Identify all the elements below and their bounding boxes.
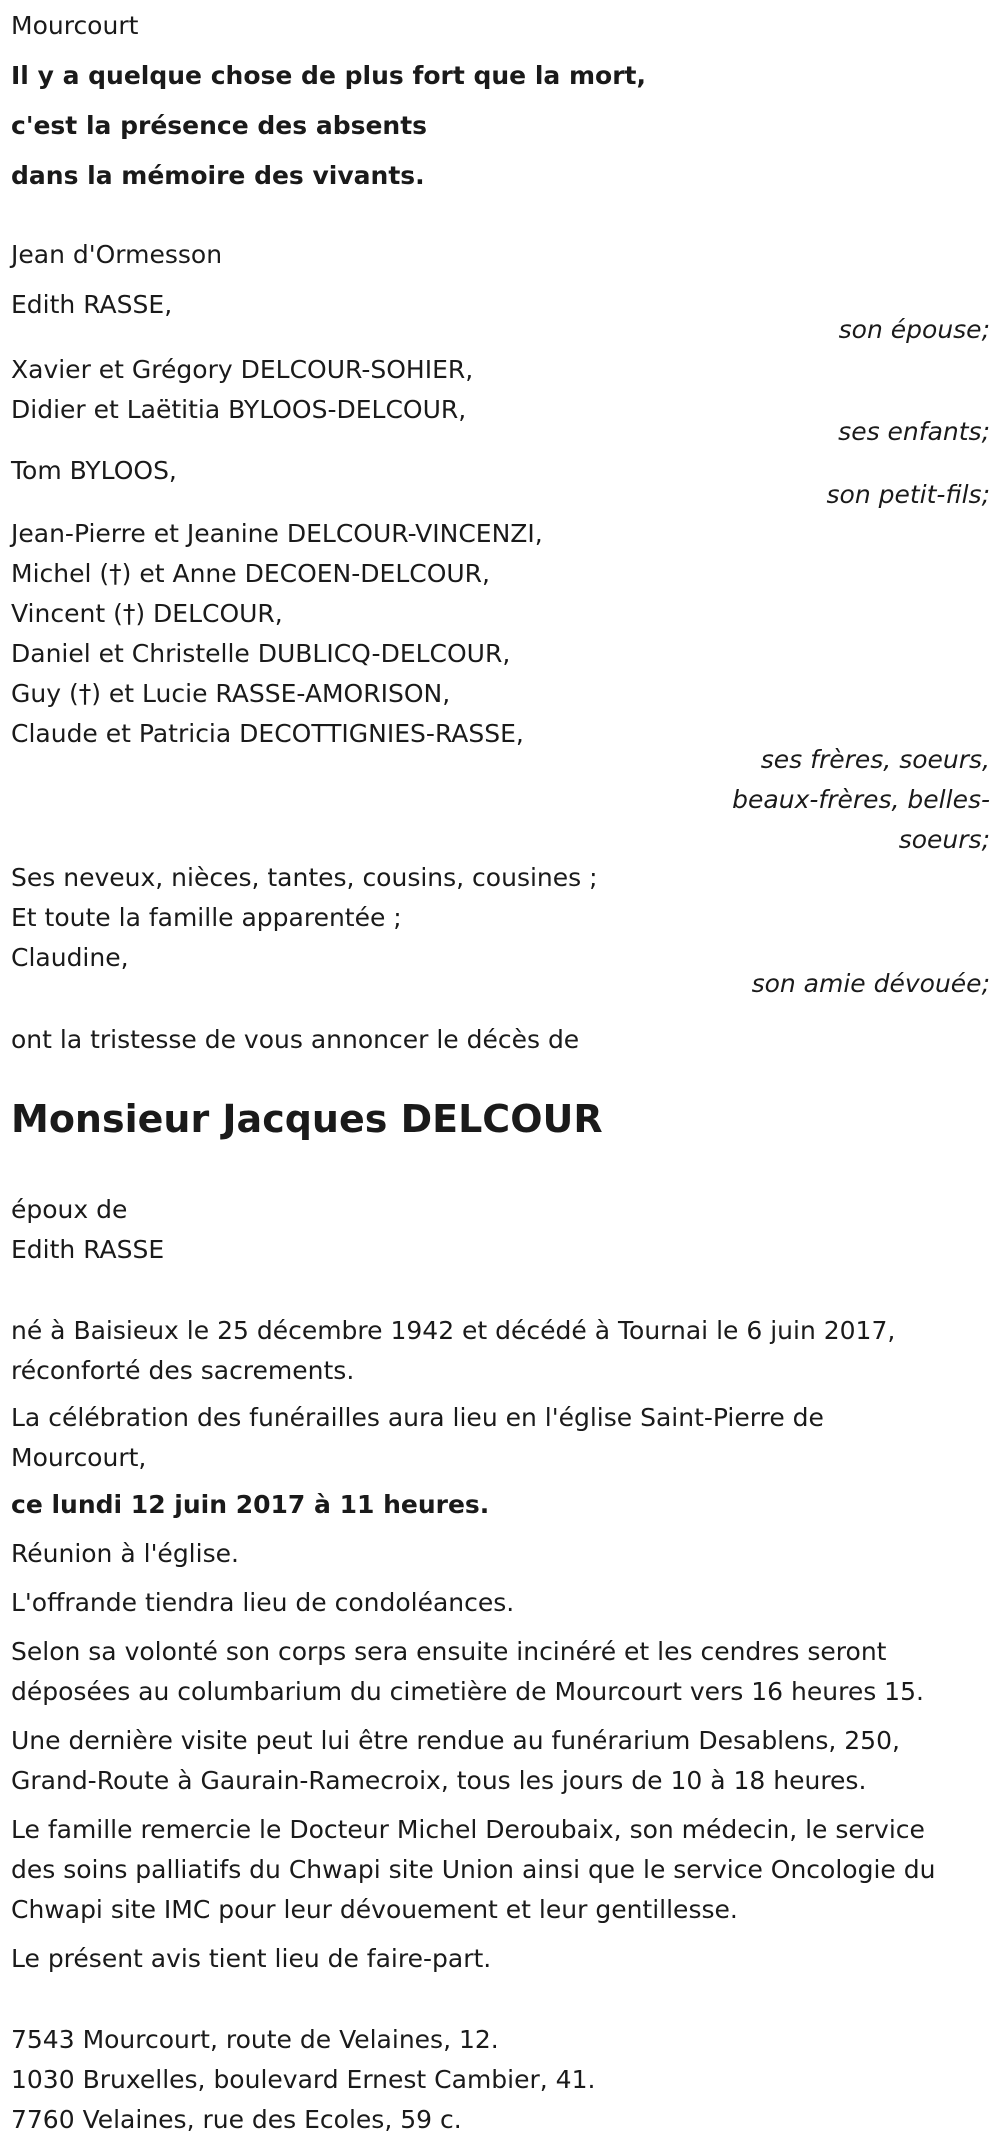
visit-line: Grand-Route à Gaurain-Ramecroix, tous les jours de 10 à 18 heures. — [11, 1766, 867, 1795]
notice-note: Le présent avis tient lieu de faire-part. — [11, 1944, 492, 1973]
spouse-role: son épouse; — [838, 315, 990, 344]
relatives-line: Ses neveux, nièces, tantes, cousins, cousines ; — [11, 863, 598, 892]
sibling-name: Daniel et Christelle DUBLICQ-DELCOUR, — [11, 639, 511, 668]
child-name: Xavier et Grégory DELCOUR-SOHIER, — [11, 355, 474, 384]
quote-line: Il y a quelque chose de plus fort que la mort, — [11, 61, 646, 90]
celebration-line: La célébration des funérailles aura lieu en l'église Saint-Pierre de — [11, 1403, 824, 1432]
deceased-name: Monsieur Jacques DELCOUR — [11, 1097, 603, 1141]
sibling-name: Guy (†) et Lucie RASSE-AMORISON, — [11, 679, 451, 708]
funeral-date-time: ce lundi 12 juin 2017 à 11 heures. — [11, 1490, 490, 1519]
quote-line: c'est la présence des absents — [11, 111, 428, 140]
birth-death-line: né à Baisieux le 25 décembre 1942 et décédé à Tournai le 6 juin 2017, — [11, 1316, 896, 1345]
sibling-name: Jean-Pierre et Jeanine DELCOUR-VINCENZI, — [11, 519, 543, 548]
grandchild-role: son petit-fils; — [826, 480, 990, 509]
children-role: ses enfants; — [838, 417, 990, 446]
quote-author: Jean d'Ormesson — [11, 240, 223, 269]
sibling-name: Vincent (†) DELCOUR, — [11, 599, 283, 628]
thanks-line: Chwapi site IMC pour leur dévouement et leur gentillesse. — [11, 1895, 738, 1924]
cremation-line: déposées au columbarium du cimetière de Mourcourt vers 16 heures 15. — [11, 1677, 924, 1706]
siblings-role-line: beaux-frères, belles- — [732, 785, 990, 814]
meeting-note: Réunion à l'église. — [11, 1539, 239, 1568]
spouse-name-deceased: Edith RASSE — [11, 1235, 165, 1264]
grandchild-name: Tom BYLOOS, — [11, 456, 177, 485]
birth-death-line: réconforté des sacrements. — [11, 1356, 355, 1385]
siblings-role-line: soeurs; — [898, 825, 990, 854]
address-line: 7543 Mourcourt, route de Velaines, 12. — [11, 2025, 499, 2054]
spouse-label: époux de — [11, 1195, 128, 1224]
cremation-line: Selon sa volonté son corps sera ensuite incinéré et les cendres seront — [11, 1637, 887, 1666]
visit-line: Une dernière visite peut lui être rendue au funérarium Desablens, 250, — [11, 1726, 900, 1755]
sibling-name: Claude et Patricia DECOTTIGNIES-RASSE, — [11, 719, 524, 748]
spouse-name: Edith RASSE, — [11, 290, 173, 319]
address-line: 7760 Velaines, rue des Ecoles, 59 c. — [11, 2105, 462, 2134]
friend-name: Claudine, — [11, 943, 129, 972]
quote-line: dans la mémoire des vivants. — [11, 161, 425, 190]
celebration-line: Mourcourt, — [11, 1443, 147, 1472]
announcement: ont la tristesse de vous annoncer le décès de — [11, 1025, 580, 1054]
thanks-line: Le famille remercie le Docteur Michel Deroubaix, son médecin, le service — [11, 1815, 925, 1844]
relatives-line: Et toute la famille apparentée ; — [11, 903, 402, 932]
offering-note: L'offrande tiendra lieu de condoléances. — [11, 1588, 515, 1617]
siblings-role-line: ses frères, soeurs, — [760, 745, 990, 774]
location-top: Mourcourt — [11, 11, 139, 40]
friend-role: son amie dévouée; — [751, 969, 990, 998]
address-line: 1030 Bruxelles, boulevard Ernest Cambier, 41. — [11, 2065, 596, 2094]
sibling-name: Michel (†) et Anne DECOEN-DELCOUR, — [11, 559, 491, 588]
child-name: Didier et Laëtitia BYLOOS-DELCOUR, — [11, 395, 467, 424]
thanks-line: des soins palliatifs du Chwapi site Union ainsi que le service Oncologie du — [11, 1855, 936, 1884]
